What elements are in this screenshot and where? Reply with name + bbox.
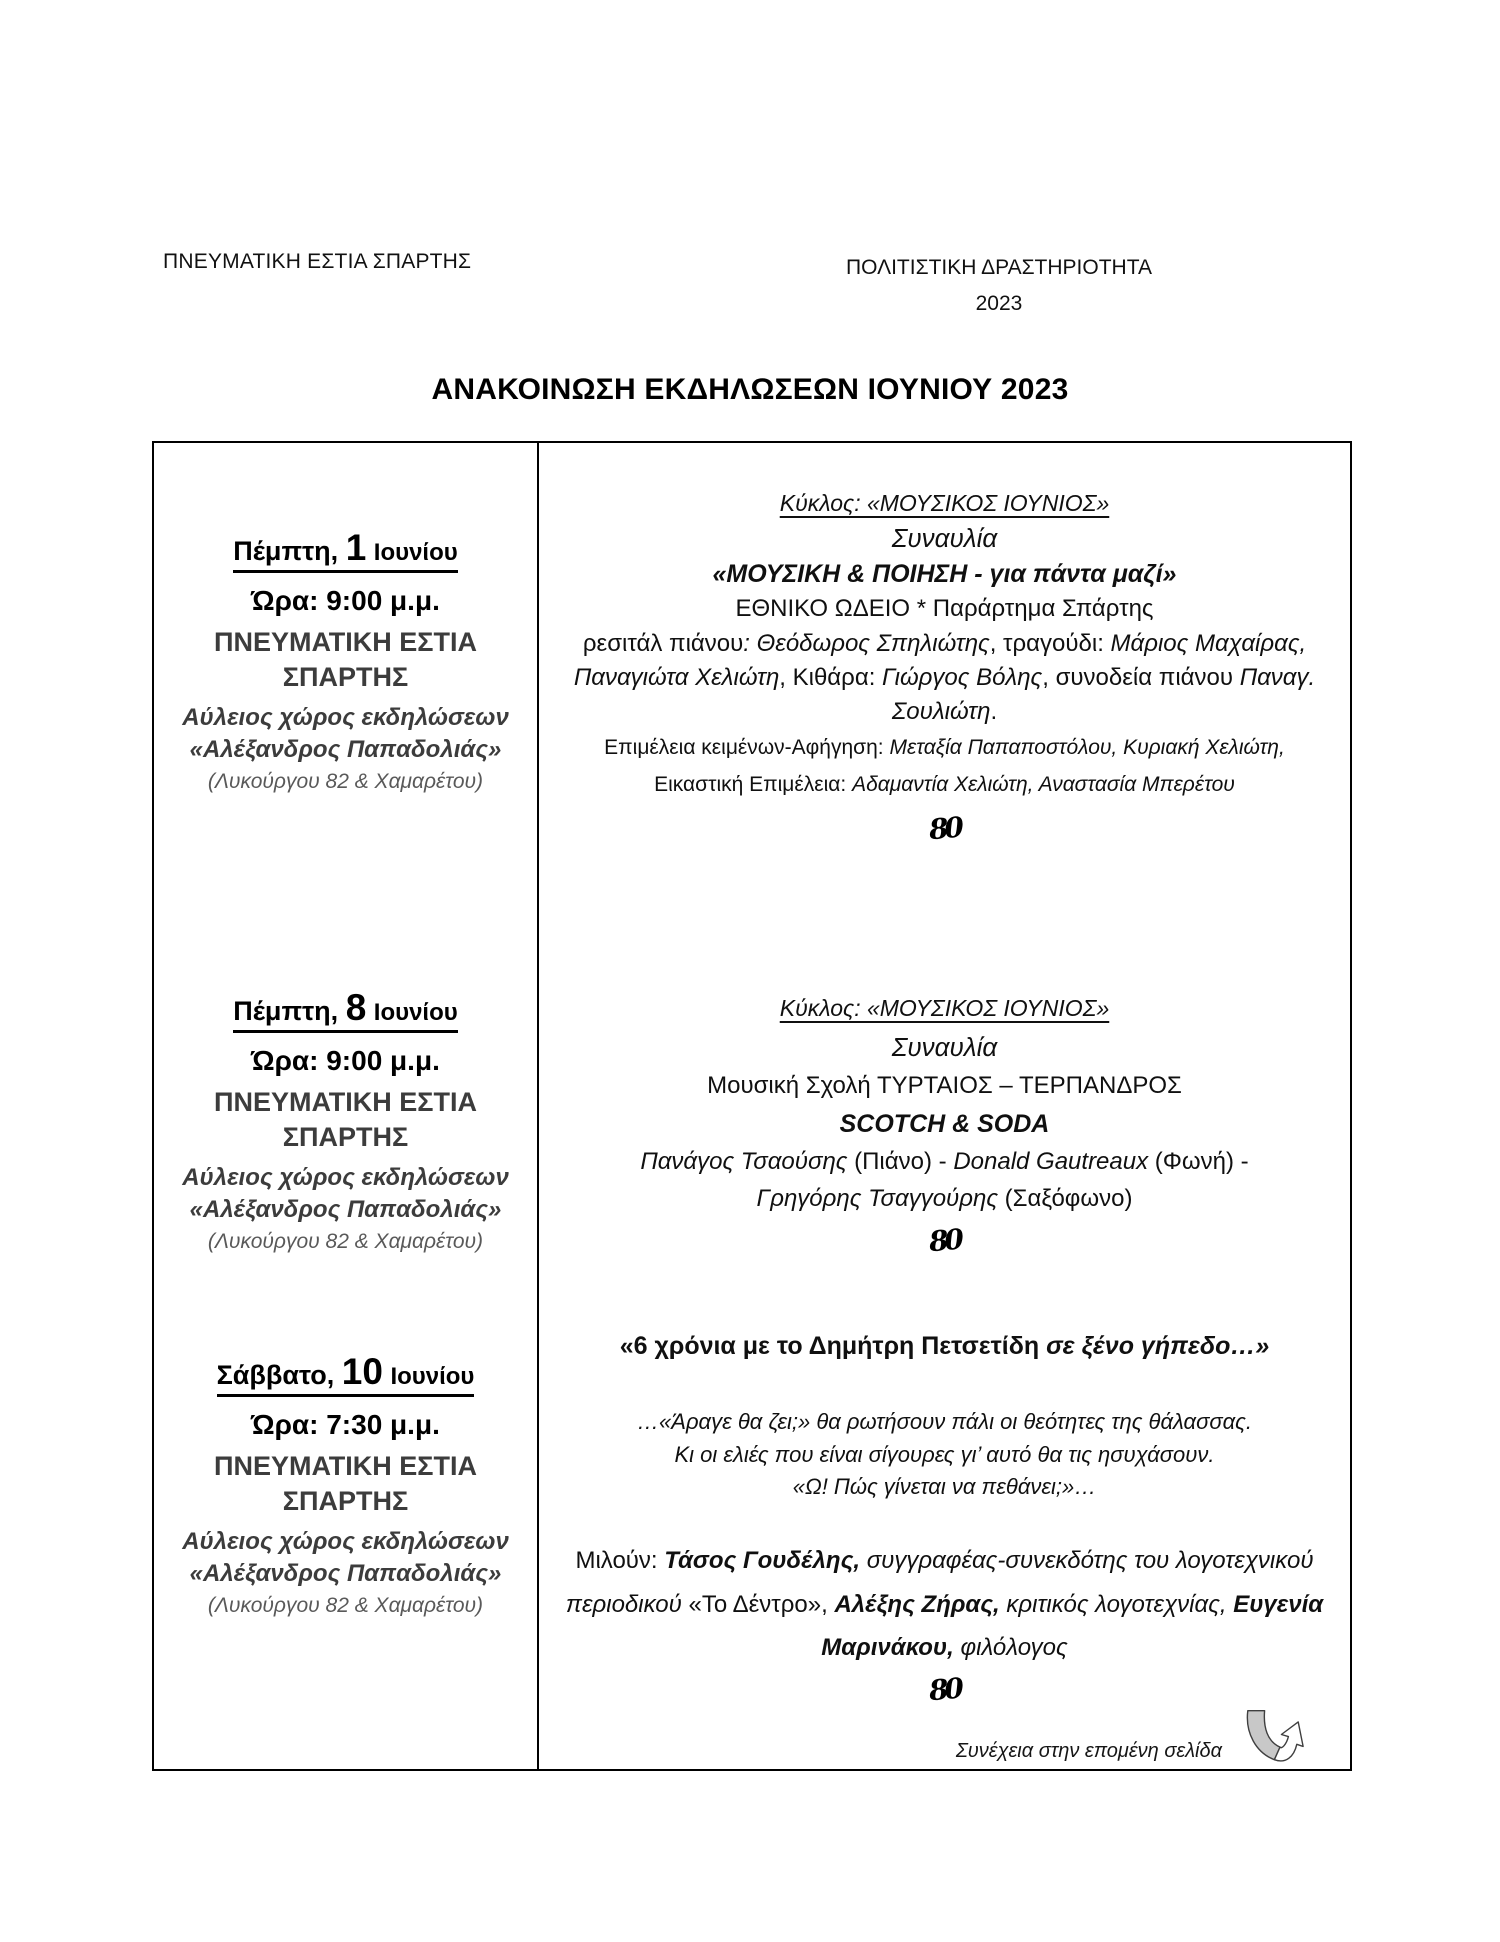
event-1-details-cell xyxy=(537,443,1350,981)
text-segment: SCOTCH & SODA xyxy=(839,1109,1050,1138)
event-3-day-number: 10 xyxy=(341,1351,383,1393)
event-3-date-cell xyxy=(154,1321,537,1769)
event-2-month: Ιουνίου xyxy=(373,999,458,1027)
header-activity-block xyxy=(846,250,1152,321)
section-divider-flourish-icon xyxy=(553,1224,1336,1257)
event-1-venue-area: Αύλειος χώρος εκδηλώσεων «Αλέξανδρος Παπαδολιάς» xyxy=(182,703,509,763)
text-segment: ρεσιτάλ πιάνου xyxy=(582,629,744,657)
text-segment: Συναυλία xyxy=(891,523,998,554)
continue-row xyxy=(553,1712,1336,1769)
text-segment: Γιώργος Βόλης xyxy=(882,663,1043,691)
text-segment: Μιλούν: xyxy=(575,1547,665,1575)
text-segment: Εικαστική Επιμέλεια: xyxy=(654,773,853,797)
text-segment: σε ξένο γήπεδο…» xyxy=(1046,1332,1270,1361)
text-line xyxy=(553,1105,1336,1144)
text-segment: Επιμέλεια κειμένων-Αφήγηση: xyxy=(604,735,890,759)
text-line xyxy=(553,1067,1336,1104)
text-segment: φιλόλογος xyxy=(960,1633,1068,1661)
event-2-day-number: 8 xyxy=(345,987,367,1029)
text-segment: Αδαμαντία Χελιώτη, Αναστασία Μπερέτου xyxy=(852,773,1235,797)
event-1-venue: ΠΝΕΥΜΑΤΙΚΗ ΕΣΤΙΑ ΣΠΑΡΤΗΣ xyxy=(214,627,477,693)
page-header xyxy=(0,250,1500,321)
event-2-venue: ΠΝΕΥΜΑΤΙΚΗ ΕΣΤΙΑ ΣΠΑΡΤΗΣ xyxy=(214,1087,477,1153)
text-segment: κριτικός λογοτεχνίας, xyxy=(1006,1590,1234,1618)
text-segment: (Φωνή) - xyxy=(1154,1148,1249,1176)
event-2-venue-area: Αύλειος χώρος εκδηλώσεων «Αλέξανδρος Παπαδολιάς» xyxy=(182,1163,509,1223)
text-segment: ΕΘΝΙΚΟ ΩΔΕΙΟ * Παράρτημα Σπάρτης xyxy=(735,595,1154,623)
text-segment: Κύκλος: «ΜΟΥΣΙΚΟΣ ΙΟΥΝΙΟΣ» xyxy=(779,490,1110,517)
text-segment: Μεταξία Παπαποστόλου, Κυριακή Χελιώτη, xyxy=(889,735,1285,759)
event-2-date-underline xyxy=(233,989,457,1033)
event-3-details-cell xyxy=(537,1321,1350,1769)
text-segment: , τραγούδι: xyxy=(989,629,1111,657)
event-1-month: Ιουνίου xyxy=(373,539,458,567)
text-line xyxy=(553,766,1336,803)
section-divider-flourish-icon xyxy=(553,1673,1336,1706)
header-activity-year: 2023 xyxy=(975,291,1023,315)
text-segment: Donald Gautreaux xyxy=(953,1148,1155,1176)
event-1-date xyxy=(154,529,537,573)
event-3-venue: ΠΝΕΥΜΑΤΙΚΗ ΕΣΤΙΑ ΣΠΑΡΤΗΣ xyxy=(214,1451,477,1517)
text-segment: Παναγ. Σουλιώτη xyxy=(891,663,1316,725)
event-1-date-cell xyxy=(154,443,537,981)
event-3-day: Σάββατο, xyxy=(216,1360,335,1391)
text-line xyxy=(553,592,1336,626)
header-activity-label: ΠΟΛΙΤΙΣΤΙΚΗ ΔΡΑΣΤΗΡΙΟΤΗΤΑ xyxy=(845,256,1152,279)
text-segment: …«Άραγε θα ζει;» θα ρωτήσουν πάλι οι θεότητες της θάλασσας. xyxy=(637,1409,1252,1435)
text-segment: Μουσική Σχολή ΤΥΡΤΑΙΟΣ – ΤΕΡΠΑΝΔΡΟΣ xyxy=(707,1072,1182,1100)
text-segment: . xyxy=(990,697,998,725)
event-2-day: Πέμπτη, xyxy=(233,996,339,1027)
header-organization: ΠΝΕΥΜΑΤΙΚΗ ΕΣΤΙΑ ΣΠΑΡΤΗΣ xyxy=(163,250,472,273)
text-segment: Αλέξης Ζήρας, xyxy=(834,1590,1007,1618)
event-2-date-cell xyxy=(154,981,537,1321)
event-2-time: Ώρα: 9:00 μ.μ. xyxy=(251,1045,440,1077)
event-2-venue-address: (Λυκούργου 82 & Χαμαρέτου) xyxy=(207,1230,484,1254)
text-line xyxy=(553,1406,1336,1438)
text-line xyxy=(553,1180,1336,1217)
event-3-venue-address: (Λυκούργου 82 & Χαμαρέτου) xyxy=(207,1594,484,1618)
text-segment: (Πιάνο) - xyxy=(854,1148,954,1176)
event-1-details xyxy=(553,487,1336,803)
event-1-venue-address: (Λυκούργου 82 & Χαμαρέτου) xyxy=(207,770,484,794)
text-line xyxy=(553,1439,1336,1471)
text-line xyxy=(553,729,1336,766)
text-segment: «Το Δέντρο», xyxy=(688,1590,835,1618)
text-line xyxy=(553,1027,1336,1067)
text-segment: συγγραφέας-συνεκδότης του λογοτεχνικού περιοδικού xyxy=(565,1547,1314,1618)
text-segment: Γρηγόρης Τσαγγούρης xyxy=(756,1185,1005,1213)
event-1-day: Πέμπτη, xyxy=(233,536,339,567)
text-segment: , Κιθάρα: xyxy=(779,663,883,691)
text-line xyxy=(553,1539,1336,1669)
page-title: ΑΝΑΚΟΙΝΩΣΗ ΕΚΔΗΛΩΣΕΩΝ ΙΟΥΝΙΟΥ 2023 xyxy=(431,373,1069,407)
text-line xyxy=(553,627,1336,729)
event-3-venue-area: Αύλειος χώρος εκδηλώσεων «Αλέξανδρος Παπαδολιάς» xyxy=(182,1527,509,1587)
event-1-day-number: 1 xyxy=(345,527,367,569)
text-segment: (Σαξόφωνο) xyxy=(1004,1185,1133,1213)
text-segment: Κύκλος: «ΜΟΥΣΙΚΟΣ ΙΟΥΝΙΟΣ» xyxy=(779,995,1110,1022)
text-segment: : Θεόδωρος Σπηλιώτης xyxy=(743,629,990,657)
event-1-time: Ώρα: 9:00 μ.μ. xyxy=(251,585,440,617)
event-3-month: Ιουνίου xyxy=(390,1363,475,1391)
text-line xyxy=(553,557,1336,593)
text-segment: «Ω! Πώς γίνεται να πεθάνει;»… xyxy=(792,1474,1097,1500)
text-line xyxy=(553,1143,1336,1180)
text-line xyxy=(553,1329,1336,1364)
text-segment: Πανάγος Τσαούσης xyxy=(640,1148,855,1176)
event-3-date xyxy=(154,1353,537,1397)
continue-note: Συνέχεια στην επομένη σελίδα xyxy=(955,1740,1222,1763)
text-line xyxy=(553,991,1336,1027)
text-segment: Κι οι ελιές που είναι σίγουρες γι’ αυτό θα τις ησυχάσουν. xyxy=(674,1441,1215,1467)
text-segment: , συνοδεία πιάνου xyxy=(1042,663,1240,691)
event-2-date xyxy=(154,989,537,1033)
event-2-details-cell xyxy=(537,981,1350,1321)
text-line xyxy=(553,520,1336,557)
event-3-time: Ώρα: 7:30 μ.μ. xyxy=(251,1409,440,1441)
text-segment: Τάσος Γουδέλης, xyxy=(664,1547,867,1575)
text-segment: «6 χρόνια με το Δημήτρη Πετσετίδη xyxy=(619,1332,1047,1361)
event-3-date-underline xyxy=(217,1353,475,1397)
event-3-details xyxy=(553,1329,1336,1669)
section-divider-flourish-icon xyxy=(553,812,1336,845)
event-1-date-underline xyxy=(233,529,457,573)
text-line xyxy=(553,487,1336,520)
event-2-details xyxy=(553,991,1336,1217)
text-segment: Ευγενία Μαρινάκου, xyxy=(821,1590,1324,1661)
text-line xyxy=(553,1471,1336,1503)
text-segment: Μάριος Μαχαίρας, Παναγιώτα Χελιώτη xyxy=(573,629,1307,691)
page-turn-uturn-arrow-icon xyxy=(1238,1698,1308,1769)
text-segment: «ΜΟΥΣΙΚΗ & ΠΟΙΗΣΗ - για πάντα μαζί» xyxy=(712,559,1177,588)
text-segment: Συναυλία xyxy=(891,1032,998,1063)
events-table xyxy=(152,441,1352,1771)
